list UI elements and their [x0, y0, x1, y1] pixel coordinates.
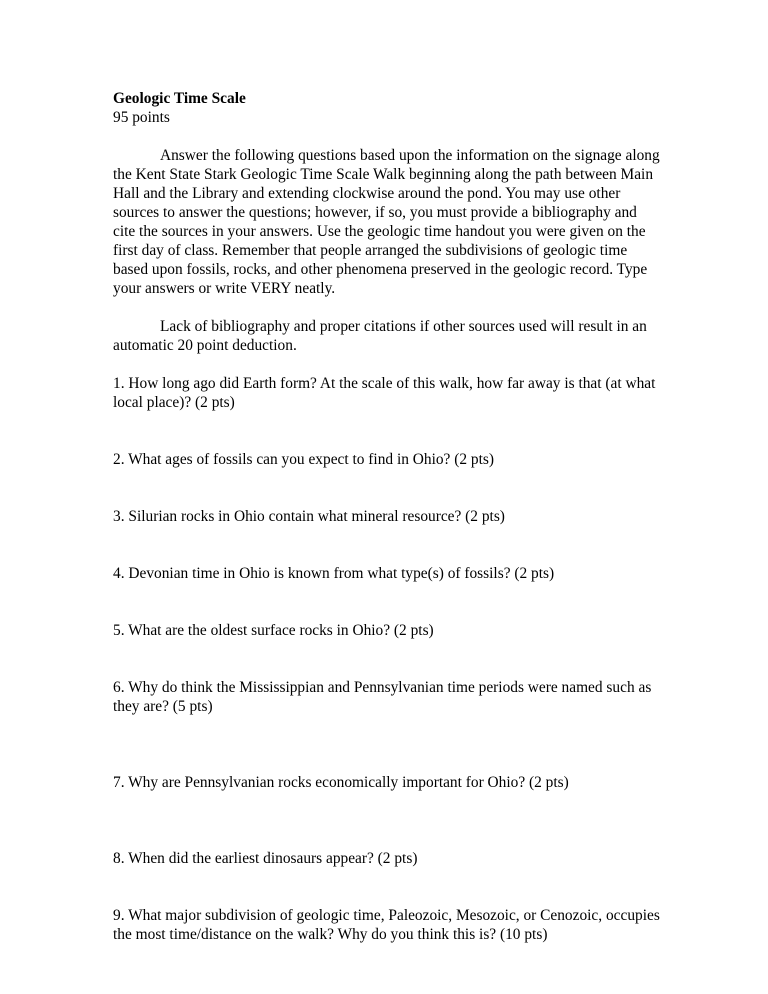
document-content [113, 89, 661, 944]
question-9: 9. What major subdivision of geologic time, Paleozoic, Mesozoic, or Cenozoic, occupies the most time/distance on the walk? Why do you think this is? (10 pts) [113, 907, 660, 943]
document-title: Geologic Time Scale [113, 90, 246, 107]
question-5: 5. What are the oldest surface rocks in Ohio? (2 pts) [113, 622, 434, 639]
question-6: 6. Why do think the Mississippian and Pennsylvanian time periods were named such as they are? (5 pts) [113, 679, 652, 715]
total-points: 95 points [113, 109, 170, 126]
question-3: 3. Silurian rocks in Ohio contain what mineral resource? (2 pts) [113, 508, 505, 525]
instructions-paragraph: Answer the following questions based upon the information on the signage along the Kent State Stark Geologic Time Scale Walk beginning along the path between Main Hall and the Library and extending clockwise around the pond. You may use other sources to answer the questions; however, if so, you must provide a bibliography and cite the sources in your answers. Use the geologic time handout you were given on the first day of class. Remember that people arranged the subdivisions of geologic time based upon fossils, rocks, and other phenomena preserved in the geologic record. Type your answers or write VERY neatly. [113, 147, 660, 297]
question-8: 8. When did the earliest dinosaurs appear? (2 pts) [113, 850, 418, 867]
question-1: 1. How long ago did Earth form? At the scale of this walk, how far away is that (at what local place)? (2 pts) [113, 375, 656, 411]
question-4: 4. Devonian time in Ohio is known from what type(s) of fossils? (2 pts) [113, 565, 555, 582]
question-7: 7. Why are Pennsylvanian rocks economically important for Ohio? (2 pts) [113, 774, 569, 791]
deduction-paragraph: Lack of bibliography and proper citations if other sources used will result in an automatic 20 point deduction. [113, 318, 647, 354]
question-2: 2. What ages of fossils can you expect to find in Ohio? (2 pts) [113, 451, 494, 468]
